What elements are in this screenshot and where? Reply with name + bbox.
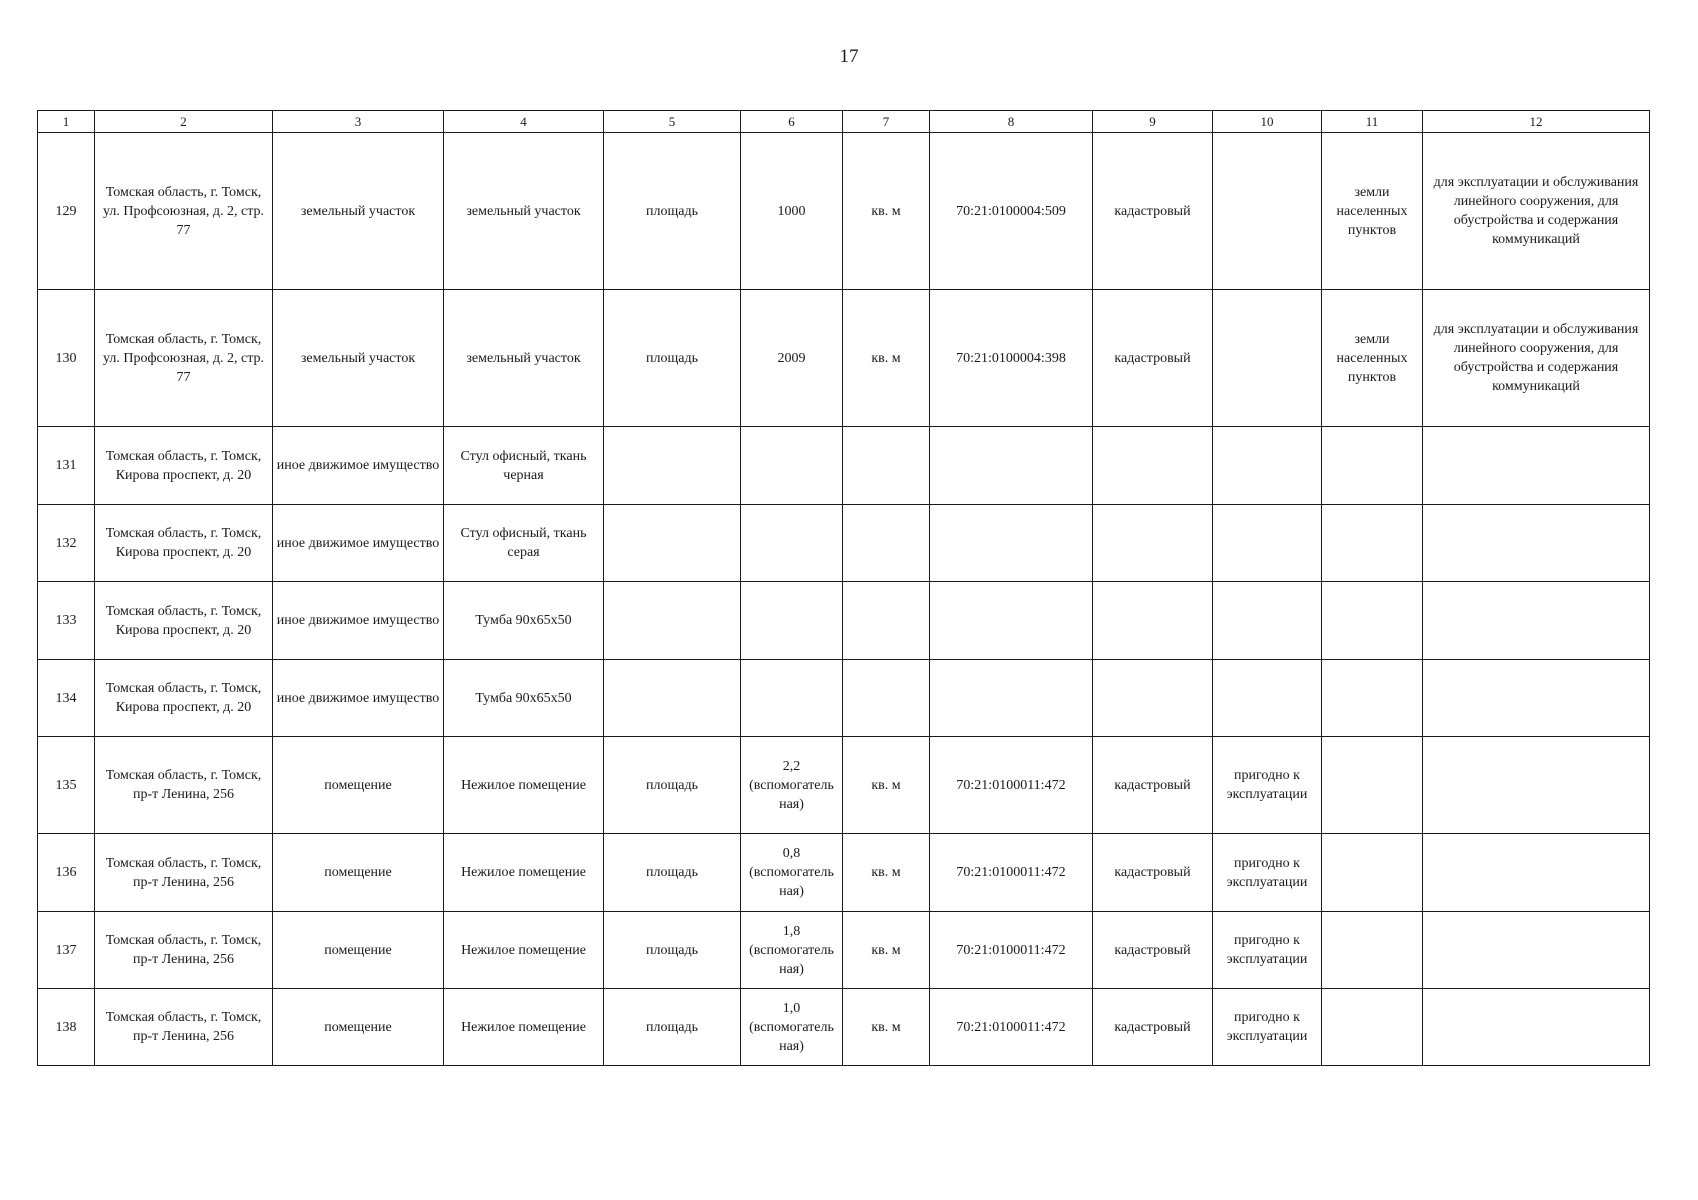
column-header: 9 [1093, 111, 1213, 133]
value-cell: 0,8 (вспомогатель ная) [741, 834, 843, 912]
parameter-cell: площадь [604, 133, 741, 290]
parameter-cell: площадь [604, 737, 741, 834]
condition-cell [1213, 133, 1322, 290]
parameter-cell: площадь [604, 290, 741, 427]
permitted-use-cell [1423, 834, 1650, 912]
table-row [38, 582, 1650, 660]
condition-cell [1213, 427, 1322, 505]
land-category-cell [1322, 505, 1423, 582]
object-name-cell: Тумба 90x65x50 [444, 660, 604, 737]
address-cell: Томская область, г. Томск, пр-т Ленина, 256 [95, 737, 273, 834]
table-body [38, 133, 1650, 1066]
land-category-cell [1322, 582, 1423, 660]
number-cell: 70:21:0100011:472 [930, 737, 1093, 834]
object-type-cell: помещение [273, 737, 444, 834]
value-cell: 2,2 (вспомогатель ная) [741, 737, 843, 834]
number-cell: 70:21:0100004:509 [930, 133, 1093, 290]
row-number-cell: 132 [38, 505, 95, 582]
object-type-cell: земельный участок [273, 133, 444, 290]
condition-cell: пригодно к эксплуатации [1213, 912, 1322, 989]
condition-cell: пригодно к эксплуатации [1213, 989, 1322, 1066]
unit-cell: кв. м [843, 912, 930, 989]
address-cell: Томская область, г. Томск, Кирова проспект, д. 20 [95, 660, 273, 737]
row-number-cell: 137 [38, 912, 95, 989]
table-row [38, 660, 1650, 737]
number-type-cell: кадастровый [1093, 290, 1213, 427]
address-cell: Томская область, г. Томск, Кирова проспект, д. 20 [95, 505, 273, 582]
parameter-cell [604, 660, 741, 737]
property-registry-table [37, 110, 1650, 1066]
column-header: 12 [1423, 111, 1650, 133]
column-header: 1 [38, 111, 95, 133]
object-name-cell: Нежилое помещение [444, 834, 604, 912]
object-type-cell: иное движимое имущество [273, 582, 444, 660]
permitted-use-cell [1423, 912, 1650, 989]
page-number: 17 [839, 46, 859, 67]
object-name-cell: Тумба 90x65x50 [444, 582, 604, 660]
condition-cell [1213, 505, 1322, 582]
address-cell: Томская область, г. Томск, Кирова проспект, д. 20 [95, 427, 273, 505]
object-name-cell: Нежилое помещение [444, 737, 604, 834]
object-name-cell: Стул офисный, ткань серая [444, 505, 604, 582]
row-number-cell: 136 [38, 834, 95, 912]
land-category-cell [1322, 737, 1423, 834]
parameter-cell: площадь [604, 912, 741, 989]
number-cell [930, 660, 1093, 737]
land-category-cell [1322, 989, 1423, 1066]
unit-cell: кв. м [843, 989, 930, 1066]
permitted-use-cell [1423, 427, 1650, 505]
land-category-cell [1322, 660, 1423, 737]
column-header: 11 [1322, 111, 1423, 133]
number-type-cell: кадастровый [1093, 989, 1213, 1066]
value-cell: 1,8 (вспомогатель ная) [741, 912, 843, 989]
table-row [38, 989, 1650, 1066]
address-cell: Томская область, г. Томск, Кирова проспект, д. 20 [95, 582, 273, 660]
number-cell: 70:21:0100011:472 [930, 834, 1093, 912]
number-type-cell: кадастровый [1093, 133, 1213, 290]
parameter-cell [604, 582, 741, 660]
number-type-cell [1093, 427, 1213, 505]
value-cell: 1,0 (вспомогатель ная) [741, 989, 843, 1066]
land-category-cell: земли населенных пунктов [1322, 133, 1423, 290]
permitted-use-cell [1423, 505, 1650, 582]
column-header: 8 [930, 111, 1093, 133]
condition-cell: пригодно к эксплуатации [1213, 834, 1322, 912]
parameter-cell: площадь [604, 834, 741, 912]
column-header: 10 [1213, 111, 1322, 133]
object-type-cell: помещение [273, 912, 444, 989]
condition-cell [1213, 660, 1322, 737]
number-type-cell [1093, 660, 1213, 737]
land-category-cell: земли населенных пунктов [1322, 290, 1423, 427]
object-type-cell: земельный участок [273, 290, 444, 427]
unit-cell [843, 505, 930, 582]
parameter-cell [604, 505, 741, 582]
land-category-cell [1322, 834, 1423, 912]
table-row [38, 133, 1650, 290]
table-row [38, 505, 1650, 582]
table-row [38, 427, 1650, 505]
permitted-use-cell: для эксплуатации и обслуживания линейного сооружения, для обустройства и содержания коммуникаций [1423, 133, 1650, 290]
unit-cell: кв. м [843, 290, 930, 427]
number-cell [930, 582, 1093, 660]
condition-cell: пригодно к эксплуатации [1213, 737, 1322, 834]
table-header [38, 111, 1650, 133]
number-cell: 70:21:0100004:398 [930, 290, 1093, 427]
unit-cell [843, 427, 930, 505]
object-name-cell: земельный участок [444, 290, 604, 427]
value-cell [741, 582, 843, 660]
land-category-cell [1322, 427, 1423, 505]
number-type-cell [1093, 505, 1213, 582]
row-number-cell: 138 [38, 989, 95, 1066]
object-type-cell: помещение [273, 989, 444, 1066]
unit-cell [843, 660, 930, 737]
object-name-cell: земельный участок [444, 133, 604, 290]
table-row [38, 737, 1650, 834]
unit-cell: кв. м [843, 133, 930, 290]
column-header: 5 [604, 111, 741, 133]
unit-cell: кв. м [843, 834, 930, 912]
permitted-use-cell [1423, 989, 1650, 1066]
number-type-cell: кадастровый [1093, 737, 1213, 834]
address-cell: Томская область, г. Томск, ул. Профсоюзная, д. 2, стр. 77 [95, 290, 273, 427]
unit-cell [843, 582, 930, 660]
land-category-cell [1322, 912, 1423, 989]
number-type-cell [1093, 582, 1213, 660]
row-number-cell: 133 [38, 582, 95, 660]
table-row [38, 834, 1650, 912]
column-header: 4 [444, 111, 604, 133]
condition-cell [1213, 290, 1322, 427]
object-type-cell: иное движимое имущество [273, 505, 444, 582]
table-row [38, 290, 1650, 427]
table-row [38, 912, 1650, 989]
permitted-use-cell [1423, 737, 1650, 834]
row-number-cell: 130 [38, 290, 95, 427]
permitted-use-cell: для эксплуатации и обслуживания линейного сооружения, для обустройства и содержания коммуникаций [1423, 290, 1650, 427]
number-type-cell: кадастровый [1093, 834, 1213, 912]
value-cell: 1000 [741, 133, 843, 290]
header-row [38, 111, 1650, 133]
column-header: 2 [95, 111, 273, 133]
object-name-cell: Нежилое помещение [444, 989, 604, 1066]
address-cell: Томская область, г. Томск, пр-т Ленина, 256 [95, 912, 273, 989]
number-cell: 70:21:0100011:472 [930, 912, 1093, 989]
value-cell [741, 660, 843, 737]
value-cell [741, 505, 843, 582]
permitted-use-cell [1423, 660, 1650, 737]
address-cell: Томская область, г. Томск, пр-т Ленина, 256 [95, 834, 273, 912]
parameter-cell [604, 427, 741, 505]
unit-cell: кв. м [843, 737, 930, 834]
parameter-cell: площадь [604, 989, 741, 1066]
object-type-cell: иное движимое имущество [273, 660, 444, 737]
column-header: 7 [843, 111, 930, 133]
number-cell [930, 505, 1093, 582]
number-type-cell: кадастровый [1093, 912, 1213, 989]
row-number-cell: 134 [38, 660, 95, 737]
condition-cell [1213, 582, 1322, 660]
column-header: 6 [741, 111, 843, 133]
permitted-use-cell [1423, 582, 1650, 660]
object-type-cell: иное движимое имущество [273, 427, 444, 505]
column-header: 3 [273, 111, 444, 133]
value-cell: 2009 [741, 290, 843, 427]
number-cell: 70:21:0100011:472 [930, 989, 1093, 1066]
object-name-cell: Стул офисный, ткань черная [444, 427, 604, 505]
address-cell: Томская область, г. Томск, ул. Профсоюзная, д. 2, стр. 77 [95, 133, 273, 290]
row-number-cell: 129 [38, 133, 95, 290]
value-cell [741, 427, 843, 505]
object-name-cell: Нежилое помещение [444, 912, 604, 989]
row-number-cell: 135 [38, 737, 95, 834]
address-cell: Томская область, г. Томск, пр-т Ленина, 256 [95, 989, 273, 1066]
row-number-cell: 131 [38, 427, 95, 505]
object-type-cell: помещение [273, 834, 444, 912]
number-cell [930, 427, 1093, 505]
